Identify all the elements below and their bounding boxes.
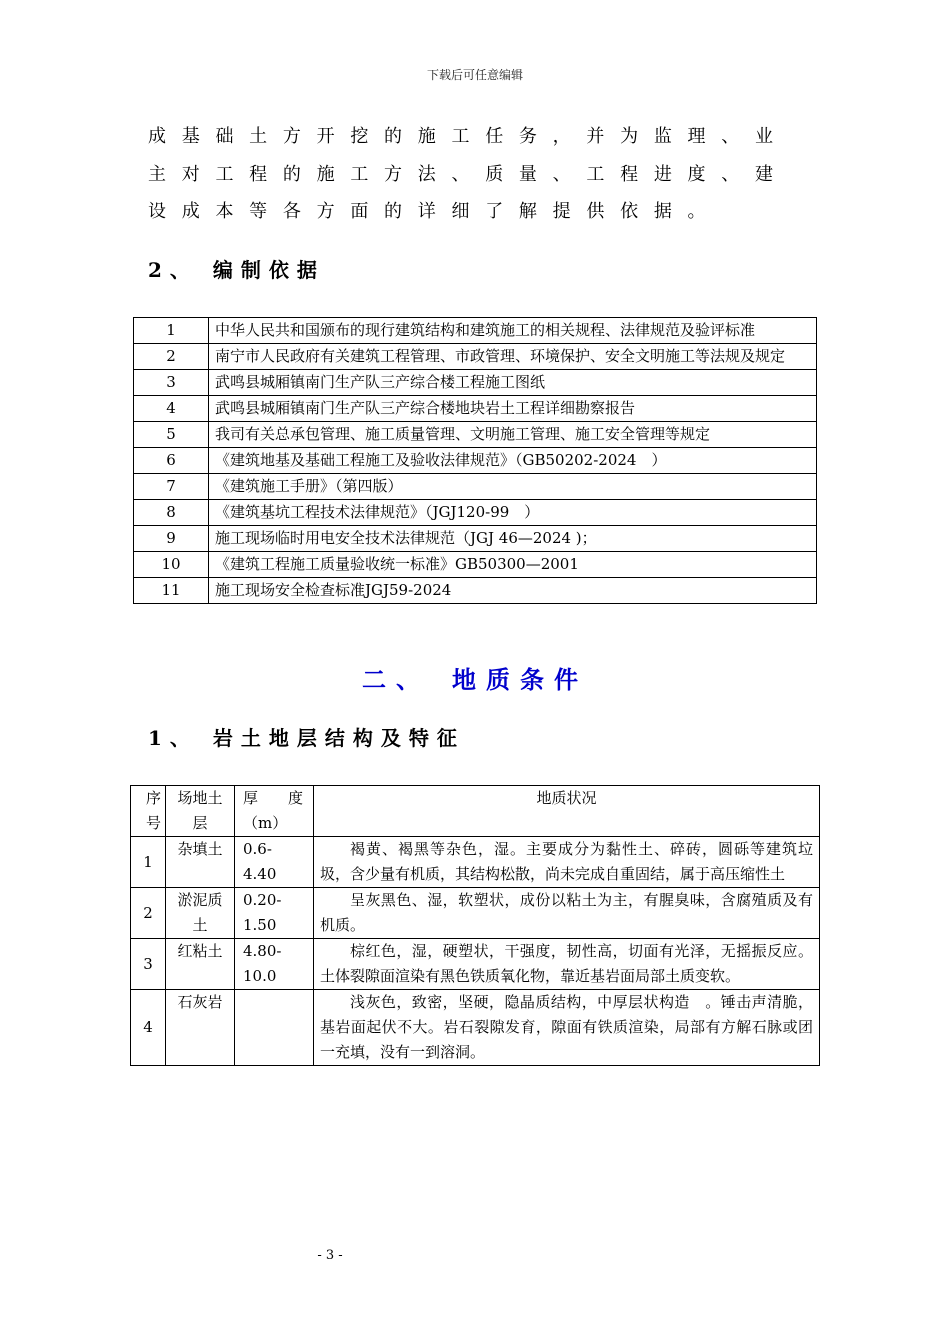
row-text: 中华人民共和国颁布的现行建筑结构和建筑施工的相关规程、法律规范及验评标准 [209,318,817,344]
row-text: 《建筑地基及基础工程施工及验收法律规范》（GB50202-2024 ） [209,448,817,474]
layer-name: 红粘土 [166,939,235,990]
layer-thickness: 0.20-1.50 [235,888,314,939]
section-heading-geology: 1、 岩土地层结构及特征 [148,726,465,750]
table-row [134,344,817,370]
chapter-title: 二、 地质条件 [362,665,588,694]
layer-name: 淤泥质土 [166,888,235,939]
row-number: 9 [134,526,209,552]
header-thickness: 厚 度（m） [235,786,314,837]
table-row [131,939,820,990]
row-number: 4 [134,396,209,422]
row-text: 施工现场临时用电安全技术法律规范（JGJ 46—2024 )； [209,526,817,552]
layer-thickness [235,990,314,1066]
header-no: 序号 [131,786,166,837]
row-text: 《建筑基坑工程技术法律规范》（JGJ120-99 ） [209,500,817,526]
row-text: 武鸣县城厢镇南门生产队三产综合楼地块岩土工程详细勘察报告 [209,396,817,422]
table-row [134,448,817,474]
row-text: 南宁市人民政府有关建筑工程管理、市政管理、环境保护、安全文明施工等法规及规定 [209,344,817,370]
page-header: 下载后可任意编辑 [426,68,523,82]
section-heading-basis: 2、 编制依据 [148,258,325,282]
table-row [131,990,820,1066]
table-row [134,552,817,578]
basis-table [133,317,817,604]
layer-name: 杂填土 [166,837,235,888]
intro-paragraph [148,118,788,231]
row-number: 7 [134,474,209,500]
row-text: 我司有关总承包管理、施工质量管理、文明施工管理、施工安全管理等规定 [209,422,817,448]
layer-condition: 棕红色，湿，硬塑状，干强度，韧性高，切面有光泽，无摇振反应。土体裂隙面渲染有黑色铁质氧化物，靠近基岩面局部土质变软。 [314,939,820,990]
table-row [131,837,820,888]
geology-table [130,785,820,1066]
table-header-row [131,786,820,837]
table-row [131,888,820,939]
intro-line: 主 对 工 程 的 施 工 方 法 、 质 量 、 工 程 进 度 、 建 [148,163,778,185]
table-row [134,474,817,500]
layer-name: 石灰岩 [166,990,235,1066]
row-number: 2 [134,344,209,370]
row-text: 施工现场安全检查标准JGJ59-2024 [209,578,817,604]
header-layer: 场地土层 [166,786,235,837]
table-row [134,396,817,422]
table-row [134,422,817,448]
row-number: 8 [134,500,209,526]
row-number: 5 [134,422,209,448]
row-text: 《建筑施工手册》（第四版） [209,474,817,500]
row-number: 11 [134,578,209,604]
table-row [134,370,817,396]
layer-no: 3 [131,939,166,990]
row-number: 6 [134,448,209,474]
table-row [134,578,817,604]
table-row [134,318,817,344]
row-number: 3 [134,370,209,396]
layer-thickness: 0.6-4.40 [235,837,314,888]
row-text: 武鸣县城厢镇南门生产队三产综合楼工程施工图纸 [209,370,817,396]
layer-no: 4 [131,990,166,1066]
page-number: - 3 - [317,1248,343,1263]
table-row [134,500,817,526]
row-number: 10 [134,552,209,578]
row-number: 1 [134,318,209,344]
intro-line: 设 成 本 等 各 方 面 的 详 细 了 解 提 供 依 据 。 [148,201,711,222]
row-text: 《建筑工程施工质量验收统一标准》GB50300—2001 [209,552,817,578]
table-row [134,526,817,552]
layer-thickness: 4.80-10.0 [235,939,314,990]
intro-line: 成 基 础 土 方 开 挖 的 施 工 任 务 ， 并 为 监 理 、 业 [148,126,778,147]
layer-condition: 浅灰色，致密，坚硬，隐晶质结构，中厚层状构造 。锤击声清脆，基岩面起伏不大。岩石裂隙发育，隙面有铁质渲染，局部有方解石脉或团一充填，没有一到溶洞。 [314,990,820,1066]
layer-condition: 褐黄、褐黑等杂色，湿。主要成分为黏性土、碎砖，圆砾等建筑垃圾，含少量有机质，其结构松散，尚未完成自重固结，属于高压缩性土 [314,837,820,888]
header-condition: 地质状况 [314,786,820,837]
layer-no: 1 [131,837,166,888]
layer-condition: 呈灰黑色、湿，软塑状，成份以粘土为主，有腥臭味，含腐殖质及有机质。 [314,888,820,939]
layer-no: 2 [131,888,166,939]
